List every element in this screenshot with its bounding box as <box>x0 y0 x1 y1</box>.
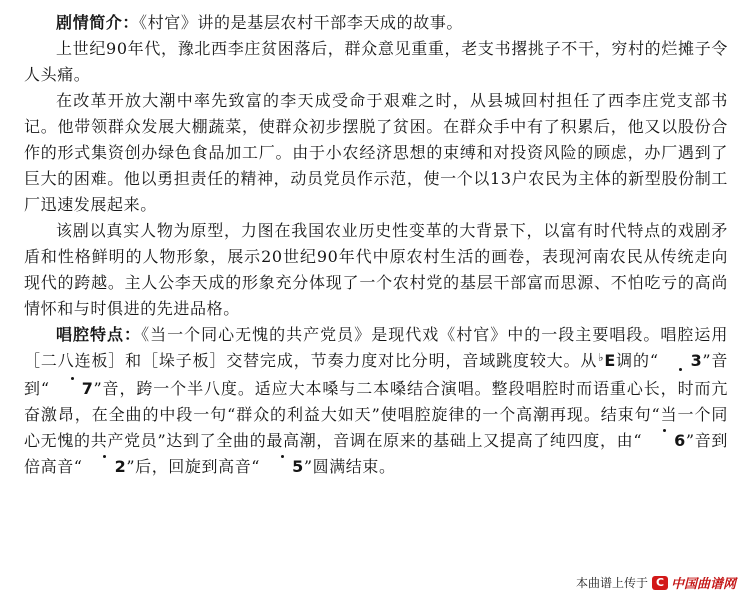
vocal-features-paragraph <box>24 322 728 480</box>
vocal-text-2: 调的“ <box>615 351 659 370</box>
note-high-6: 6 <box>642 428 686 454</box>
note-high-7: 7 <box>50 376 94 402</box>
vocal-text-4: ”音，跨一个半八度。适应大本嗓与二本嗓结合演唱。整段唱腔时而语重心长，时而亢奋激昂，在全曲的中段一句“群众的利益大如天”使唱腔旋律的一个高潮再现。结束句“当一个同心无愧的共产党员”达到了全曲的最高潮，音调在原来的基础上又提高了纯四度，由“ <box>24 379 728 450</box>
site-logo-text[interactable]: 中国曲谱网 <box>670 577 736 592</box>
vocal-features-heading: 唱腔特点： <box>56 325 142 344</box>
synopsis-text: 《村官》讲的是基层农村干部李天成的故事。 <box>139 13 464 32</box>
note-low-3: 3 <box>659 348 703 374</box>
footer-text: 本曲谱上传于 <box>575 576 648 590</box>
source-footer <box>576 573 736 592</box>
vocal-text-3: ”音到“ <box>24 351 728 398</box>
vocal-text-1: 《当一个同心无愧的共产党员》是现代戏《村官》中的一段主要唱段。唱腔运用［二八连板］和［垛子板］交替完成，节奏力度对比分明，音域跳度较大。从 <box>24 325 728 370</box>
vocal-text-7: ”圆满结束。 <box>303 457 396 476</box>
flat-sign: ♭ <box>598 351 605 364</box>
synopsis-paragraph <box>24 10 728 36</box>
vocal-text-6: ”后，回旋到高音“ <box>126 457 261 476</box>
note-double-high-2: 2 <box>83 454 127 480</box>
site-logo-icon: C <box>652 576 668 590</box>
protagonist-paragraph: 在改革开放大潮中率先致富的李天成受命于艰难之时，从县城回村担任了西李庄党支部书记。他带领群众发展大棚蔬菜，使群众初步摆脱了贫困。在群众手中有了积累后，他又以股份合作的形式集资创办绿色食品加工厂。由于小农经济思想的束缚和对投资风险的顾虑，办厂遇到了巨大的困难。他以勇担责任的精神，动员党员作示范，使一个以13户农民为主体的新型股份制工厂迅速发展起来。 <box>24 91 728 214</box>
key-letter: E <box>604 351 616 370</box>
background-paragraph: 上世纪90年代，豫北西李庄贫困落后，群众意见重重，老支书撂挑子不干，穷村的烂摊子令人头痛。 <box>24 39 728 84</box>
theme-paragraph: 该剧以真实人物为原型，力图在我国农业历史性变革的大背景下，以富有时代特点的戏剧矛盾和性格鲜明的人物形象，展示20世纪90年代中原农村生活的画卷，表现河南农民从传统走向现代的跨越。主人公李天成的形象充分体现了一个农村党的基层干部富而思源、不怕吃亏的高尚情怀和与时俱进的先进品格。 <box>24 221 728 318</box>
note-high-5: 5 <box>260 454 304 480</box>
vocal-text-5: ”音到倍高音“ <box>24 431 728 476</box>
synopsis-heading: 剧情简介： <box>56 13 140 32</box>
document-body <box>24 10 728 480</box>
